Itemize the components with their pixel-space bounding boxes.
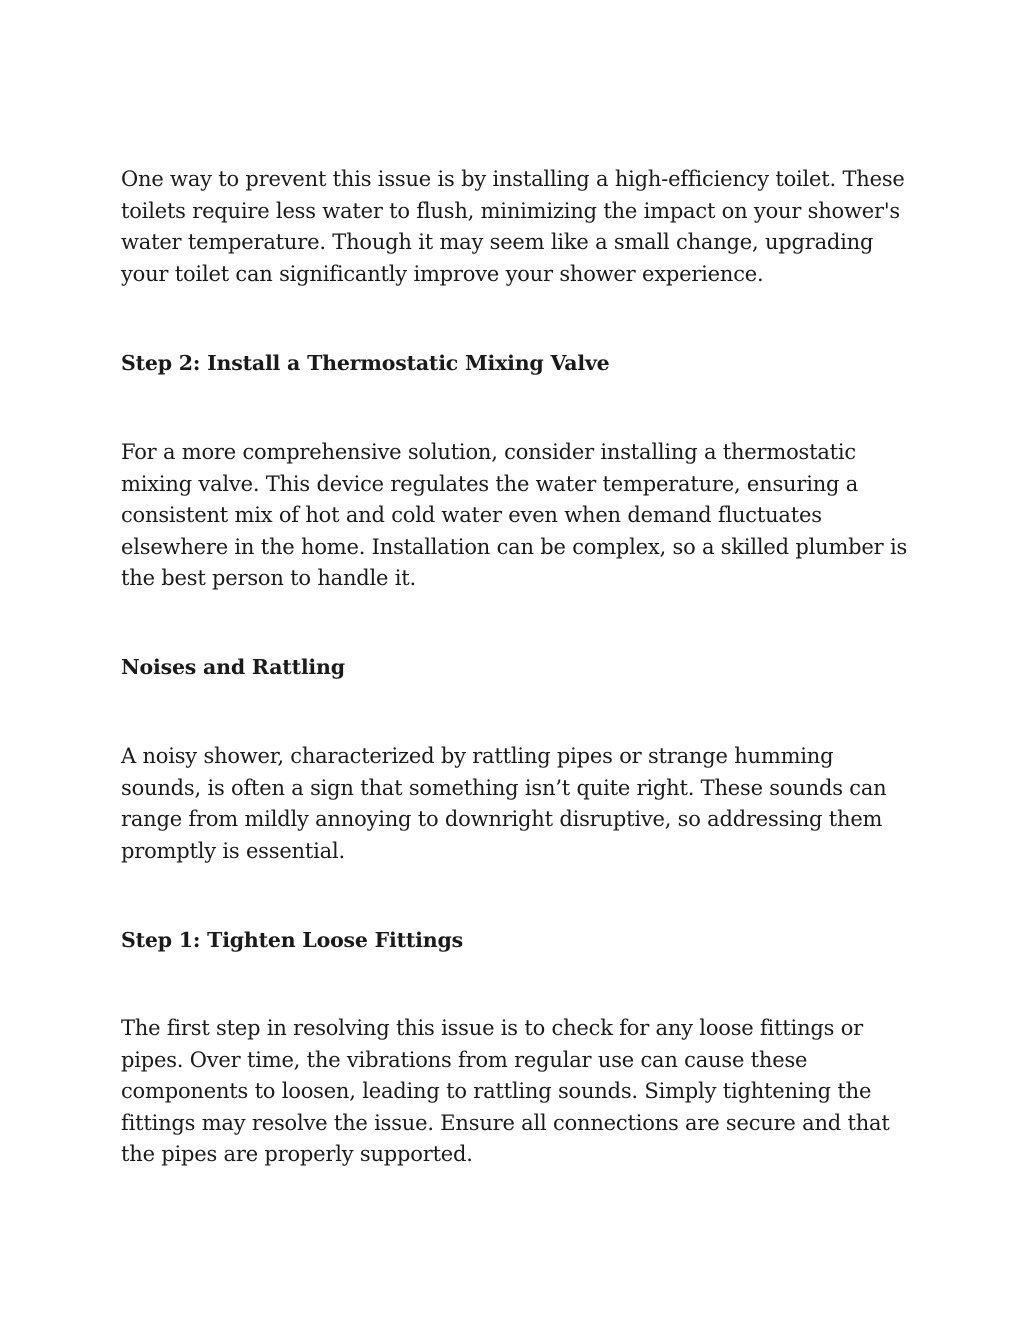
heading-step-2-thermostatic-valve: Step 2: Install a Thermostatic Mixing Valve <box>121 351 610 375</box>
heading-step-1-tighten-fittings: Step 1: Tighten Loose Fittings <box>121 928 463 952</box>
heading-noises-and-rattling: Noises and Rattling <box>121 655 345 679</box>
paragraph-loose-fittings: The first step in resolving this issue is to check for any loose fittings or pipes. Over time, the vibrations from regular use can cause these components to loosen, leading to rattling sounds. Simply tightening the fittings may resolve the issue. Ensure all connections are secure and that the pipes are properly supported. <box>121 1016 890 1166</box>
paragraph-thermostatic-mixing-valve: For a more comprehensive solution, consider installing a thermostatic mixing valve. This device regulates the water temperature, ensuring a consistent mix of hot and cold water even when demand fluctuates elsewhere in the home. Installation can be complex, so a skilled plumber is the best person to handle it. <box>121 440 908 590</box>
paragraph-noisy-shower: A noisy shower, characterized by rattling pipes or strange humming sounds, is often a sign that something isn’t quite right. These sounds can range from mildly annoying to downright disruptive, so addressing them promptly is essential. <box>121 744 887 863</box>
paragraph-high-efficiency-toilet: One way to prevent this issue is by installing a high-efficiency toilet. These toilets require less water to flush, minimizing the impact on your shower's water temperature. Though it may seem like a small change, upgrading your toilet can significantly improve your shower experience. <box>121 167 905 286</box>
